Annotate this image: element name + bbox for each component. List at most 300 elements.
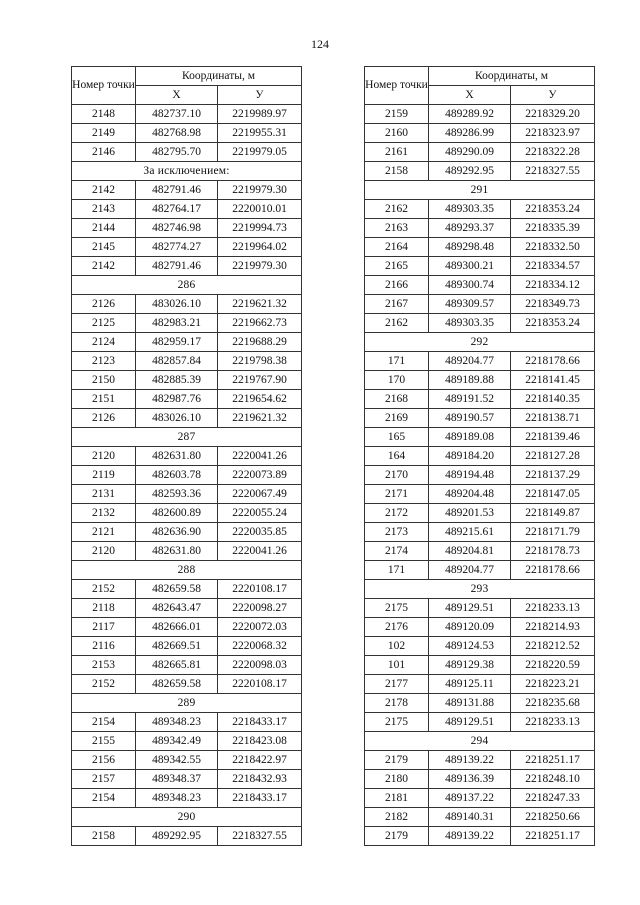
cell-point-number: 2142 [72,181,136,200]
cell-point-number: 2152 [72,675,136,694]
cell-y: 2218127.28 [511,447,595,466]
cell-x: 482593.36 [136,485,218,504]
cell-point-number: 2170 [365,466,429,485]
table-row [72,238,302,257]
group-row [72,162,302,181]
cell-point-number: 2158 [72,827,136,846]
cell-point-number: 2146 [72,143,136,162]
cell-y: 2219621.32 [218,409,302,428]
cell-point-number: 2152 [72,580,136,599]
cell-point-number: 2162 [365,200,429,219]
cell-point-number: 2153 [72,656,136,675]
table-row [72,466,302,485]
cell-y: 2220010.01 [218,200,302,219]
cell-point-number: 2155 [72,732,136,751]
cell-x: 482669.51 [136,637,218,656]
cell-y: 2218433.17 [218,713,302,732]
cell-y: 2218139.46 [511,428,595,447]
cell-point-number: 2126 [72,295,136,314]
cell-y: 2218349.73 [511,295,595,314]
coordinates-table-right [364,66,595,846]
group-row [72,276,302,295]
group-label: 294 [365,732,595,751]
cell-point-number: 2123 [72,352,136,371]
cell-x: 482885.39 [136,371,218,390]
table-row [365,428,595,447]
table-row [365,504,595,523]
cell-x: 489348.23 [136,789,218,808]
cell-y: 2220108.17 [218,580,302,599]
cell-y: 2218423.08 [218,732,302,751]
cell-x: 489190.57 [429,409,511,428]
cell-x: 483026.10 [136,295,218,314]
cell-y: 2219798.38 [218,352,302,371]
cell-point-number: 2124 [72,333,136,352]
group-label: 293 [365,580,595,599]
group-label: 292 [365,333,595,352]
cell-x: 482959.17 [136,333,218,352]
table-row [365,523,595,542]
cell-x: 489286.99 [429,124,511,143]
cell-x: 489140.31 [429,808,511,827]
cell-x: 482746.98 [136,219,218,238]
table-body-left [72,105,302,846]
cell-y: 2218141.45 [511,371,595,390]
cell-x: 489289.92 [429,105,511,124]
cell-x: 489194.48 [429,466,511,485]
cell-y: 2219654.62 [218,390,302,409]
cell-x: 482737.10 [136,105,218,124]
cell-x: 489204.77 [429,352,511,371]
group-row [72,808,302,827]
table-row [365,466,595,485]
cell-point-number: 2148 [72,105,136,124]
cell-y: 2218334.57 [511,257,595,276]
table-row [72,333,302,352]
header-x: X [429,86,511,105]
table-body-right [365,105,595,846]
cell-point-number: 2116 [72,637,136,656]
cell-x: 489137.22 [429,789,511,808]
cell-point-number: 2125 [72,314,136,333]
cell-y: 2218137.29 [511,466,595,485]
cell-x: 489129.51 [429,599,511,618]
cell-y: 2220098.03 [218,656,302,675]
cell-point-number: 2154 [72,713,136,732]
cell-x: 482987.76 [136,390,218,409]
cell-y: 2218248.10 [511,770,595,789]
cell-x: 489129.51 [429,713,511,732]
table-row [365,295,595,314]
table-row [365,618,595,637]
cell-point-number: 2179 [365,751,429,770]
table-row [365,561,595,580]
table-row [72,523,302,542]
cell-x: 483026.10 [136,409,218,428]
cell-x: 489204.81 [429,542,511,561]
cell-y: 2218138.71 [511,409,595,428]
cell-point-number: 2182 [365,808,429,827]
cell-y: 2218214.93 [511,618,595,637]
table-row [365,409,595,428]
cell-y: 2219964.02 [218,238,302,257]
cell-point-number: 2158 [365,162,429,181]
cell-x: 482631.80 [136,542,218,561]
table-row [365,200,595,219]
table-row [72,618,302,637]
cell-y: 2218212.52 [511,637,595,656]
table-row [365,257,595,276]
table-row [365,637,595,656]
cell-x: 482774.27 [136,238,218,257]
cell-y: 2218171.79 [511,523,595,542]
cell-x: 489136.39 [429,770,511,789]
cell-point-number: 102 [365,637,429,656]
cell-x: 482857.84 [136,352,218,371]
table-row [72,751,302,770]
cell-x: 489191.52 [429,390,511,409]
cell-y: 2220067.49 [218,485,302,504]
cell-y: 2218353.24 [511,200,595,219]
cell-point-number: 2162 [365,314,429,333]
cell-point-number: 2172 [365,504,429,523]
cell-y: 2218422.97 [218,751,302,770]
table-row [365,827,595,846]
table-row [72,352,302,371]
cell-point-number: 2164 [365,238,429,257]
cell-y: 2218433.17 [218,789,302,808]
cell-x: 489348.23 [136,713,218,732]
group-label: За исключением: [72,162,302,181]
cell-point-number: 2179 [365,827,429,846]
table-row [72,580,302,599]
table-row [365,789,595,808]
cell-point-number: 2145 [72,238,136,257]
cell-y: 2218251.17 [511,751,595,770]
cell-point-number: 171 [365,352,429,371]
group-label: 291 [365,181,595,200]
cell-point-number: 2149 [72,124,136,143]
cell-point-number: 2132 [72,504,136,523]
group-row [365,333,595,352]
cell-y: 2218353.24 [511,314,595,333]
group-label: 290 [72,808,302,827]
cell-x: 489131.88 [429,694,511,713]
cell-x: 489204.77 [429,561,511,580]
cell-x: 489303.35 [429,314,511,333]
table-row [365,770,595,789]
group-row [365,732,595,751]
cell-y: 2219979.05 [218,143,302,162]
cell-x: 489124.53 [429,637,511,656]
table-row [72,105,302,124]
cell-x: 489215.61 [429,523,511,542]
cell-y: 2218250.66 [511,808,595,827]
cell-x: 482791.46 [136,181,218,200]
table-row [365,238,595,257]
cell-y: 2218322.28 [511,143,595,162]
header-point-number: Номер точки [72,67,136,105]
table-row [365,162,595,181]
table-row [365,143,595,162]
cell-y: 2220041.26 [218,447,302,466]
header-y: У [218,86,302,105]
table-row [365,314,595,333]
table-row [365,352,595,371]
table-row [72,599,302,618]
cell-y: 2218432.93 [218,770,302,789]
cell-point-number: 2173 [365,523,429,542]
cell-y: 2218235.68 [511,694,595,713]
cell-point-number: 2142 [72,257,136,276]
cell-x: 489204.48 [429,485,511,504]
cell-x: 489342.49 [136,732,218,751]
cell-x: 482666.01 [136,618,218,637]
header-coordinates: Координаты, м [136,67,302,86]
cell-x: 489298.48 [429,238,511,257]
table-row [72,219,302,238]
cell-point-number: 2157 [72,770,136,789]
cell-y: 2218149.87 [511,504,595,523]
table-row [72,200,302,219]
cell-x: 482636.90 [136,523,218,542]
cell-x: 489184.20 [429,447,511,466]
table-row [365,219,595,238]
cell-point-number: 2126 [72,409,136,428]
cell-x: 489300.21 [429,257,511,276]
table-row [365,485,595,504]
cell-point-number: 2169 [365,409,429,428]
cell-x: 482603.78 [136,466,218,485]
table-row [72,542,302,561]
cell-y: 2218178.73 [511,542,595,561]
cell-point-number: 2121 [72,523,136,542]
cell-point-number: 2167 [365,295,429,314]
table-row [72,504,302,523]
cell-point-number: 171 [365,561,429,580]
table-row [365,675,595,694]
cell-x: 482983.21 [136,314,218,333]
table-row [72,181,302,200]
cell-x: 482768.98 [136,124,218,143]
cell-x: 489129.38 [429,656,511,675]
cell-y: 2218233.13 [511,599,595,618]
table-row [365,713,595,732]
cell-x: 482631.80 [136,447,218,466]
table-row [365,656,595,675]
table-row [72,371,302,390]
table-row [72,675,302,694]
cell-y: 2218147.05 [511,485,595,504]
cell-x: 489120.09 [429,618,511,637]
cell-point-number: 2151 [72,390,136,409]
cell-point-number: 2181 [365,789,429,808]
cell-point-number: 2120 [72,447,136,466]
table-row [365,276,595,295]
cell-y: 2218223.21 [511,675,595,694]
table-row [72,124,302,143]
cell-y: 2218247.33 [511,789,595,808]
cell-point-number: 2120 [72,542,136,561]
group-label: 289 [72,694,302,713]
group-row [365,181,595,200]
cell-x: 482600.89 [136,504,218,523]
cell-y: 2220072.03 [218,618,302,637]
cell-y: 2218220.59 [511,656,595,675]
table-row [365,542,595,561]
group-row [72,694,302,713]
cell-y: 2220098.27 [218,599,302,618]
cell-point-number: 2159 [365,105,429,124]
cell-point-number: 2150 [72,371,136,390]
group-label: 286 [72,276,302,295]
table-row [72,257,302,276]
cell-point-number: 2177 [365,675,429,694]
cell-point-number: 2168 [365,390,429,409]
cell-y: 2218178.66 [511,352,595,371]
table-row [72,732,302,751]
cell-y: 2220068.32 [218,637,302,656]
cell-x: 489303.35 [429,200,511,219]
cell-x: 482643.47 [136,599,218,618]
cell-x: 489139.22 [429,827,511,846]
cell-x: 489348.37 [136,770,218,789]
header-point-number: Номер точки [365,67,429,105]
table-row [72,409,302,428]
cell-point-number: 170 [365,371,429,390]
cell-x: 489300.74 [429,276,511,295]
cell-x: 489125.11 [429,675,511,694]
cell-x: 489201.53 [429,504,511,523]
cell-x: 482764.17 [136,200,218,219]
cell-y: 2219994.73 [218,219,302,238]
cell-y: 2218335.39 [511,219,595,238]
group-label: 287 [72,428,302,447]
cell-point-number: 2171 [365,485,429,504]
cell-point-number: 2160 [365,124,429,143]
cell-x: 489189.08 [429,428,511,447]
table-row [365,390,595,409]
cell-point-number: 2161 [365,143,429,162]
cell-y: 2218233.13 [511,713,595,732]
table-row [72,447,302,466]
cell-x: 482659.58 [136,580,218,599]
cell-x: 489309.57 [429,295,511,314]
cell-point-number: 2174 [365,542,429,561]
cell-point-number: 2131 [72,485,136,504]
cell-y: 2218327.55 [511,162,595,181]
cell-point-number: 2144 [72,219,136,238]
cell-y: 2218327.55 [218,827,302,846]
cell-point-number: 2165 [365,257,429,276]
cell-x: 489189.88 [429,371,511,390]
coordinates-table-left [71,66,302,846]
cell-y: 2218329.20 [511,105,595,124]
cell-y: 2220108.17 [218,675,302,694]
table-row [72,314,302,333]
cell-x: 482659.58 [136,675,218,694]
table-row [72,789,302,808]
cell-y: 2220041.26 [218,542,302,561]
page-number: 124 [311,37,329,51]
group-row [365,580,595,599]
cell-y: 2218251.17 [511,827,595,846]
table-row [365,694,595,713]
table-row [72,827,302,846]
cell-y: 2219955.31 [218,124,302,143]
cell-point-number: 2118 [72,599,136,618]
group-row [72,561,302,580]
cell-x: 482795.70 [136,143,218,162]
cell-y: 2218140.35 [511,390,595,409]
header-coordinates: Координаты, м [429,67,595,86]
cell-x: 489292.95 [429,162,511,181]
table-row [365,124,595,143]
cell-y: 2219989.97 [218,105,302,124]
cell-x: 482665.81 [136,656,218,675]
table-row [72,770,302,789]
table-row [72,295,302,314]
table-row [365,599,595,618]
group-label: 288 [72,561,302,580]
table-row [365,371,595,390]
cell-x: 489293.37 [429,219,511,238]
cell-y: 2219979.30 [218,181,302,200]
cell-y: 2219688.29 [218,333,302,352]
cell-y: 2218332.50 [511,238,595,257]
cell-y: 2218178.66 [511,561,595,580]
cell-point-number: 2154 [72,789,136,808]
cell-point-number: 2117 [72,618,136,637]
table-row [365,447,595,466]
table-row [72,485,302,504]
cell-point-number: 2163 [365,219,429,238]
table-row [365,808,595,827]
table-row [365,751,595,770]
header-x: X [136,86,218,105]
cell-x: 489139.22 [429,751,511,770]
cell-y: 2219621.32 [218,295,302,314]
cell-y: 2218323.97 [511,124,595,143]
table-row [72,390,302,409]
cell-y: 2219767.90 [218,371,302,390]
cell-y: 2220073.89 [218,466,302,485]
cell-x: 489292.95 [136,827,218,846]
cell-point-number: 2156 [72,751,136,770]
cell-point-number: 2119 [72,466,136,485]
table-row [72,713,302,732]
cell-point-number: 165 [365,428,429,447]
cell-point-number: 2143 [72,200,136,219]
cell-y: 2220035.85 [218,523,302,542]
cell-point-number: 2176 [365,618,429,637]
table-row [365,105,595,124]
table-row [72,637,302,656]
cell-point-number: 164 [365,447,429,466]
group-row [72,428,302,447]
cell-point-number: 2180 [365,770,429,789]
cell-point-number: 2166 [365,276,429,295]
cell-point-number: 2175 [365,713,429,732]
cell-point-number: 2175 [365,599,429,618]
table-row [72,656,302,675]
cell-y: 2218334.12 [511,276,595,295]
table-row [72,143,302,162]
cell-point-number: 101 [365,656,429,675]
cell-y: 2219662.73 [218,314,302,333]
cell-point-number: 2178 [365,694,429,713]
header-y: У [511,86,595,105]
